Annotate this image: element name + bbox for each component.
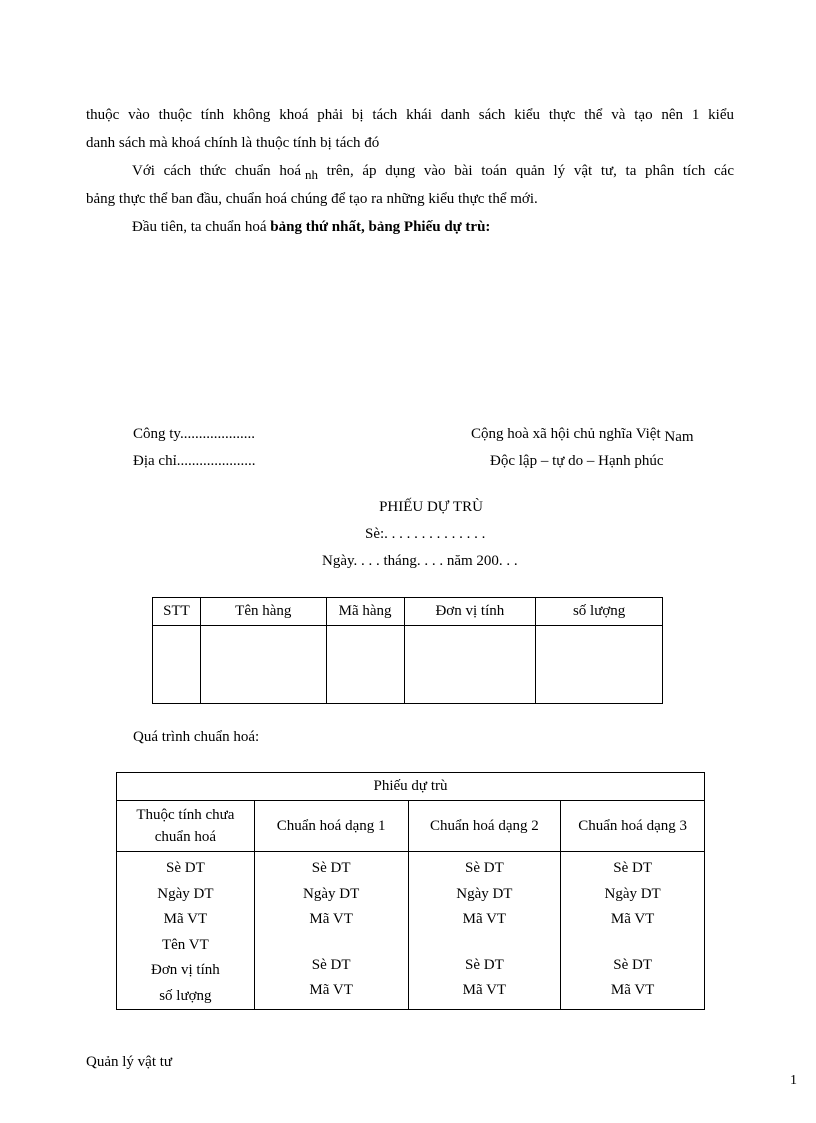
list-item: Mã VT bbox=[309, 911, 353, 927]
table-row bbox=[153, 626, 663, 704]
page-number: 1 bbox=[790, 1073, 797, 1088]
list-item: Sè DT bbox=[464, 956, 504, 973]
form-title: PHIẾU DỰ TRÙ bbox=[379, 499, 483, 515]
spacer bbox=[409, 933, 561, 953]
intro-paragraph-3 bbox=[86, 213, 734, 241]
normalization-title-row bbox=[117, 773, 705, 801]
list-item: số lượng bbox=[159, 987, 212, 1004]
list-item: Ngày DT bbox=[456, 885, 513, 902]
table-cell bbox=[536, 626, 663, 704]
header-ma-hang: Mã hàng bbox=[326, 598, 404, 626]
list-item: Đơn vị tính bbox=[150, 962, 220, 978]
header-stt: STT bbox=[153, 598, 201, 626]
table-cell bbox=[153, 626, 201, 704]
list-item: Mã VT bbox=[610, 911, 655, 927]
intro-paragraph-2 bbox=[86, 157, 734, 185]
list-item: Sè DT bbox=[613, 860, 652, 876]
header-unnormalized-line-1: Thuộc tính chưa bbox=[136, 807, 235, 823]
header-3nf: Chuẩn hoá dạng 3 bbox=[561, 801, 705, 852]
list-item: Tên VT bbox=[161, 936, 209, 953]
table-header-row bbox=[153, 598, 663, 626]
spacer bbox=[255, 933, 408, 953]
process-label: Quá trình chuẩn hoá: bbox=[133, 729, 260, 745]
republic-heading bbox=[471, 426, 694, 443]
list-item: Mã VT bbox=[163, 911, 208, 927]
header-1nf: Chuẩn hoá dạng 1 bbox=[254, 801, 408, 852]
list-item: Sè DT bbox=[311, 860, 351, 876]
list-item: Ngày DT bbox=[303, 885, 360, 902]
header-so-luong: số lượng bbox=[536, 598, 663, 626]
list-item: Mã VT bbox=[462, 982, 507, 998]
address-label: Địa chỉ..................... bbox=[133, 453, 256, 469]
motto-heading: Độc lập – tự do – Hạnh phúc bbox=[490, 453, 664, 469]
col-1nf bbox=[254, 852, 408, 1010]
intro-p3-part-a: Đầu tiên, ta chuẩn hoá bbox=[132, 219, 271, 235]
company-label: Công ty.................... bbox=[133, 426, 255, 442]
phieu-du-tru-table bbox=[152, 597, 663, 704]
list-item: Sè DT bbox=[166, 860, 205, 876]
form-date: Ngày. . . . tháng. . . . năm 200. . . bbox=[322, 553, 518, 569]
republic-part-a: Cộng hoà xã hội chủ nghĩa Việt bbox=[471, 426, 665, 442]
republic-part-b: Nam bbox=[664, 429, 694, 445]
header-ten-hang: Tên hàng bbox=[200, 598, 326, 626]
list-item: Ngày DT bbox=[157, 885, 214, 902]
normalization-table bbox=[116, 772, 705, 1010]
col-3nf bbox=[561, 852, 705, 1010]
intro-line-2: danh sách mà khoá chính là thuộc tính bị tách đó bbox=[86, 135, 380, 151]
col-unnormalized bbox=[117, 852, 255, 1010]
list-item: Sè DT bbox=[613, 956, 652, 973]
header-unnormalized-line-2: chuẩn hoá bbox=[154, 829, 216, 845]
normalization-body-row bbox=[117, 852, 705, 1010]
header-2nf: Chuẩn hoá dạng 2 bbox=[408, 801, 561, 852]
header-don-vi-tinh: Đơn vị tính bbox=[404, 598, 536, 626]
table-cell bbox=[200, 626, 326, 704]
list-item: Ngày DT bbox=[604, 885, 661, 902]
intro-p2-part-a: Với cách thức chuẩn hoá bbox=[132, 163, 301, 179]
form-number: Sè:. . . . . . . . . . . . . . bbox=[365, 526, 486, 542]
footer-title: Quản lý vật tư bbox=[86, 1054, 173, 1070]
table-cell bbox=[326, 626, 404, 704]
table-cell bbox=[404, 626, 536, 704]
normalization-header-row bbox=[117, 801, 705, 852]
list-item: Sè DT bbox=[311, 956, 351, 973]
col-2nf bbox=[408, 852, 561, 1010]
header-unnormalized bbox=[117, 801, 255, 852]
intro-p2-part-b: trên, áp dụng vào bài toán quản lý vật tư, ta phân tích các bbox=[318, 163, 734, 179]
list-item: Sè DT bbox=[464, 860, 504, 876]
intro-line-1: thuộc vào thuộc tính không khoá phải bị tách khái danh sách kiểu thực thể và tạo nên 1 kiểu bbox=[86, 107, 734, 123]
list-item: Mã VT bbox=[309, 982, 353, 998]
intro-p2-line-2: bảng thực thể ban đầu, chuẩn hoá chúng để tạo ra những kiểu thực thể mới. bbox=[86, 191, 538, 207]
intro-p3-bold: bảng thứ nhất, bảng Phiếu dự trù: bbox=[270, 219, 491, 235]
list-item: Mã VT bbox=[462, 911, 507, 927]
intro-p2-subscript: nh bbox=[305, 167, 318, 182]
normalization-title: Phiếu dự trù bbox=[117, 773, 705, 801]
spacer bbox=[561, 933, 704, 953]
list-item: Mã VT bbox=[610, 982, 655, 998]
